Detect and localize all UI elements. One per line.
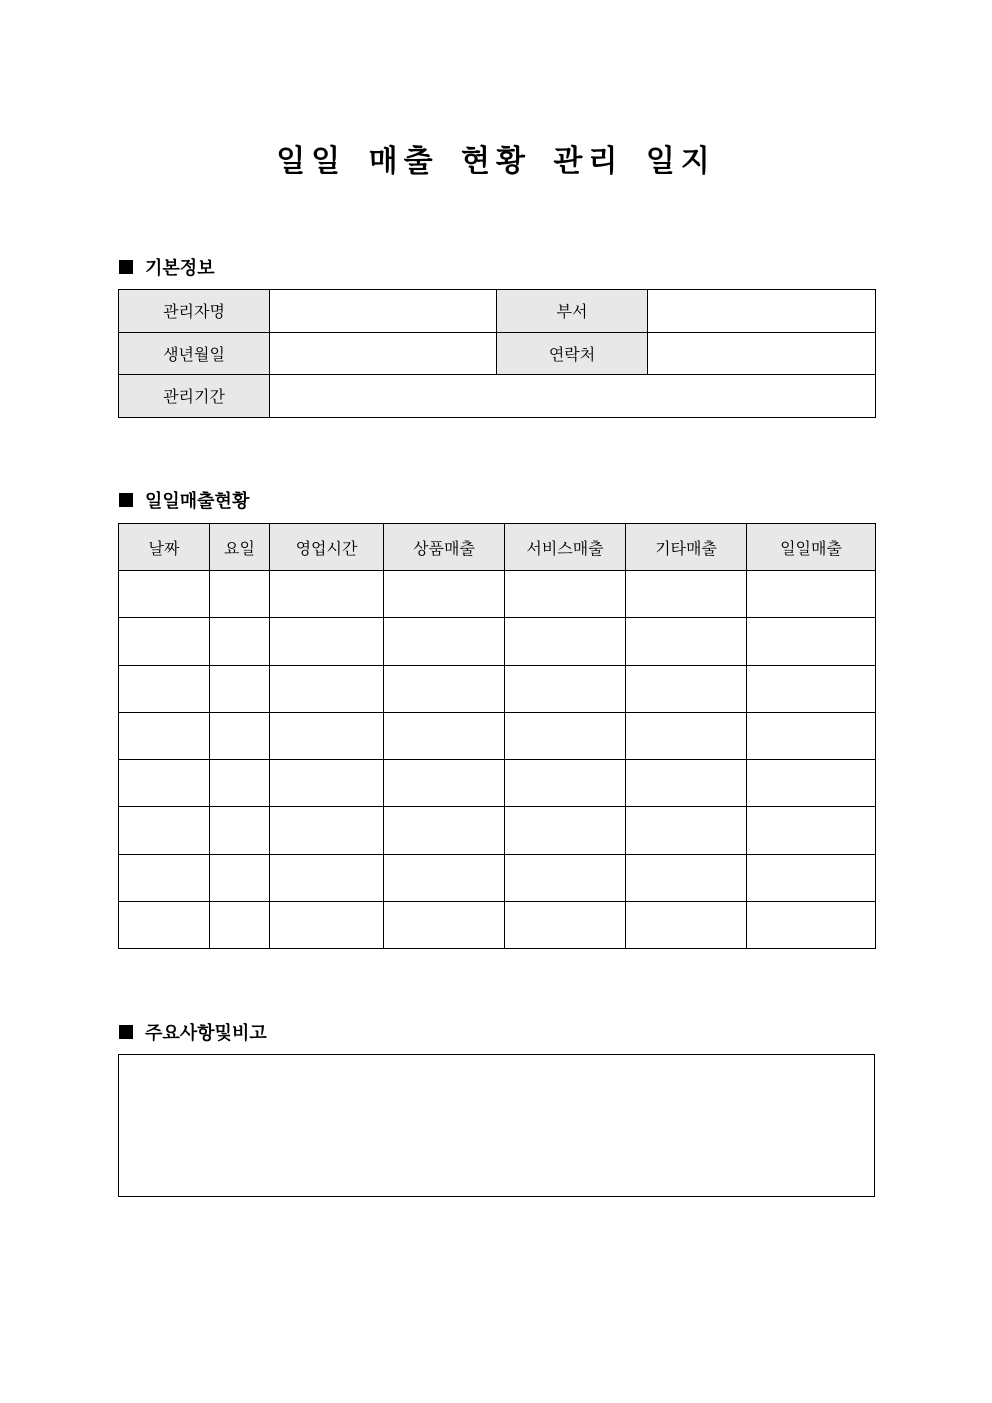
business-hours-cell[interactable] (270, 712, 384, 759)
date-cell[interactable] (119, 760, 210, 807)
column-header-other-sales: 기타매출 (626, 524, 747, 571)
service-sales-cell[interactable] (505, 712, 626, 759)
daily-sales-cell[interactable] (747, 665, 876, 712)
service-sales-cell[interactable] (505, 760, 626, 807)
document-title: 일일 매출 현황 관리 일지 (276, 144, 716, 179)
daily-sales-cell[interactable] (747, 902, 876, 949)
table-row (119, 760, 876, 807)
table-row (119, 665, 876, 712)
notes-heading-text: 주요사항및비고 (145, 1023, 267, 1044)
weekday-cell[interactable] (210, 760, 270, 807)
column-header-weekday: 요일 (210, 524, 270, 571)
notes-field[interactable] (118, 1054, 875, 1197)
weekday-cell[interactable] (210, 854, 270, 901)
date-cell[interactable] (119, 665, 210, 712)
manager-name-label: 관리자명 (119, 290, 270, 333)
service-sales-cell[interactable] (505, 807, 626, 854)
basic-info-table (118, 289, 876, 418)
other-sales-cell[interactable] (626, 665, 747, 712)
other-sales-cell[interactable] (626, 807, 747, 854)
daily-sales-heading (119, 487, 249, 513)
product-sales-cell[interactable] (384, 618, 505, 665)
product-sales-cell[interactable] (384, 760, 505, 807)
product-sales-cell[interactable] (384, 807, 505, 854)
contact-label: 연락처 (497, 332, 648, 375)
daily-sales-cell[interactable] (747, 571, 876, 618)
square-bullet-icon (119, 260, 133, 274)
basic-info-heading-text: 기본정보 (145, 258, 215, 279)
column-header-daily-sales: 일일매출 (747, 524, 876, 571)
department-label: 부서 (497, 290, 648, 333)
info-row (119, 332, 876, 375)
square-bullet-icon (119, 493, 133, 507)
date-cell[interactable] (119, 618, 210, 665)
table-row (119, 618, 876, 665)
basic-info-heading (119, 254, 215, 280)
info-row (119, 375, 876, 418)
business-hours-cell[interactable] (270, 618, 384, 665)
date-cell[interactable] (119, 902, 210, 949)
business-hours-cell[interactable] (270, 760, 384, 807)
daily-sales-cell[interactable] (747, 712, 876, 759)
table-row (119, 902, 876, 949)
date-cell[interactable] (119, 571, 210, 618)
weekday-cell[interactable] (210, 712, 270, 759)
business-hours-cell[interactable] (270, 807, 384, 854)
other-sales-cell[interactable] (626, 902, 747, 949)
service-sales-cell[interactable] (505, 902, 626, 949)
date-cell[interactable] (119, 854, 210, 901)
service-sales-cell[interactable] (505, 571, 626, 618)
product-sales-cell[interactable] (384, 665, 505, 712)
weekday-cell[interactable] (210, 571, 270, 618)
notes-heading (119, 1019, 267, 1045)
table-row (119, 807, 876, 854)
square-bullet-icon (119, 1025, 133, 1039)
manager-name-field[interactable] (270, 290, 497, 333)
weekday-cell[interactable] (210, 902, 270, 949)
product-sales-cell[interactable] (384, 571, 505, 618)
weekday-cell[interactable] (210, 665, 270, 712)
service-sales-cell[interactable] (505, 665, 626, 712)
service-sales-cell[interactable] (505, 618, 626, 665)
other-sales-cell[interactable] (626, 571, 747, 618)
daily-sales-cell[interactable] (747, 760, 876, 807)
business-hours-cell[interactable] (270, 854, 384, 901)
service-sales-cell[interactable] (505, 854, 626, 901)
info-row (119, 290, 876, 333)
product-sales-cell[interactable] (384, 854, 505, 901)
daily-sales-cell[interactable] (747, 807, 876, 854)
table-row (119, 854, 876, 901)
table-header-row (119, 524, 876, 571)
product-sales-cell[interactable] (384, 902, 505, 949)
column-header-service-sales: 서비스매출 (505, 524, 626, 571)
other-sales-cell[interactable] (626, 854, 747, 901)
business-hours-cell[interactable] (270, 571, 384, 618)
daily-sales-cell[interactable] (747, 618, 876, 665)
table-row (119, 571, 876, 618)
birthdate-label: 생년월일 (119, 332, 270, 375)
period-field[interactable] (270, 375, 876, 418)
other-sales-cell[interactable] (626, 618, 747, 665)
table-row (119, 712, 876, 759)
business-hours-cell[interactable] (270, 665, 384, 712)
business-hours-cell[interactable] (270, 902, 384, 949)
other-sales-cell[interactable] (626, 760, 747, 807)
daily-sales-table (118, 523, 876, 949)
column-header-business-hours: 영업시간 (270, 524, 384, 571)
column-header-date: 날짜 (119, 524, 210, 571)
weekday-cell[interactable] (210, 807, 270, 854)
product-sales-cell[interactable] (384, 712, 505, 759)
contact-field[interactable] (648, 332, 876, 375)
date-cell[interactable] (119, 712, 210, 759)
column-header-product-sales: 상품매출 (384, 524, 505, 571)
daily-sales-cell[interactable] (747, 854, 876, 901)
birthdate-field[interactable] (270, 332, 497, 375)
period-label: 관리기간 (119, 375, 270, 418)
weekday-cell[interactable] (210, 618, 270, 665)
date-cell[interactable] (119, 807, 210, 854)
daily-sales-heading-text: 일일매출현황 (145, 491, 250, 512)
department-field[interactable] (648, 290, 876, 333)
other-sales-cell[interactable] (626, 712, 747, 759)
